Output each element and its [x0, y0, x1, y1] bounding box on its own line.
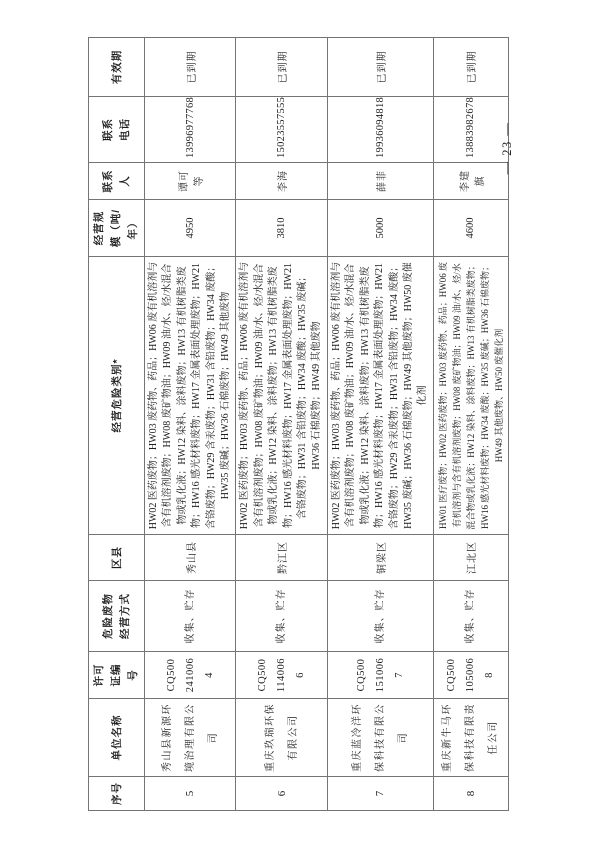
col-header-phone [89, 97, 145, 163]
col-header-phone-label: 联系电话 [101, 118, 131, 142]
cell-scale: 5000 [327, 200, 433, 257]
col-header-company [89, 699, 145, 777]
cell-operation-mode: 收集、贮存 [236, 581, 327, 652]
col-header-scale-label: 经营规模（吨/年） [93, 208, 139, 248]
cell-scale: 4600 [433, 200, 508, 257]
col-header-contact-label: 联系人 [101, 169, 131, 193]
cell-contact-phone: 15023557555 [236, 97, 327, 163]
col-header-license-label: 许可证编号 [93, 663, 139, 687]
cell-contact-person: 李海 [236, 163, 327, 200]
cell-validity: 已到期 [327, 38, 433, 97]
col-header-categories [89, 257, 145, 535]
col-header-operation-mode [89, 581, 145, 652]
cell-waste-categories: HW01 医疗废物；HW02 医药废物；HW03 废药物、药品；HW06 废有机溶剂与含有机溶剂废物；HW08 废矿物油；HW09 油/水、烃/水混合物或乳化液；HW12 染料、涂料废物；HW13 有机树脂类废物；HW16 感光材料废物；HW34 废酸；HW35 废碱；HW36 石棉废物；HW49 其他废物、HW50 废催化剂 [433, 257, 508, 535]
cell-company-name: 重庆蓝冷洋环保科技有限公司 [327, 699, 433, 777]
page-number: — 23 — [500, 121, 514, 175]
header-row [89, 38, 145, 811]
cell-district: 江北区 [433, 535, 508, 581]
cell-contact-phone: 13996977768 [145, 97, 236, 163]
cell-scale: 3810 [236, 200, 327, 257]
cell-license-number: CQ5001140066 [236, 652, 327, 699]
cell-district: 秀山县 [145, 535, 236, 581]
table-row [236, 38, 327, 811]
cell-license-number: CQ5001050068 [433, 652, 508, 699]
cell-scale: 4950 [145, 200, 236, 257]
cell-district: 铜梁区 [327, 535, 433, 581]
col-header-scale [89, 200, 145, 257]
cell-waste-categories: HW02 医药废物；HW03 废药物、药品；HW06 废有机溶剂与含有机溶剂废物；HW08 废矿物油；HW09 油/水、烃/水混合物或乳化液；HW12 染料、涂料废物；HW13 有机树脂类废物；HW16 感光材料废物；HW17 金属表面处理废物；HW21 含铬废物；HW31 含铅废物；HW34 废酸；HW35 废碱；HW36 石棉废物；HW49 其他废物 [236, 257, 327, 535]
col-header-validity-label: 有效期 [111, 49, 123, 85]
col-header-validity [89, 38, 145, 97]
cell-company-name: 重庆新牛马环保科技有限责任公司 [433, 699, 508, 777]
cell-serial-number: 7 [327, 777, 433, 811]
cell-contact-person: 薛菲 [327, 163, 433, 200]
col-header-seq [89, 777, 145, 811]
table-row [327, 38, 433, 811]
cell-serial-number: 5 [145, 777, 236, 811]
cell-operation-mode: 收集、贮存 [433, 581, 508, 652]
cell-serial-number: 8 [433, 777, 508, 811]
cell-contact-phone: 13883982678 [433, 97, 508, 163]
cell-waste-categories: HW02 医药废物；HW03 废药物、药品；HW06 废有机溶剂与含有机溶剂废物；HW08 废矿物油；HW09 油/水、烃/水混合物或乳化液；HW12 染料、涂料废物；HW13 有机树脂类废物；HW16 感光材料废物；HW17 金属表面处理废物；HW21 含铬废物；HW29 含汞废物；HW31 含铅废物；HW34 废酸；HW35 废碱；HW36 石棉废物；HW49 其他废物；HW50 废催化剂 [327, 257, 433, 535]
col-header-operation-mode-label: 危险废物经营方式 [101, 593, 131, 640]
license-registry-table [88, 37, 509, 811]
col-header-contact [89, 163, 145, 200]
cell-validity: 已到期 [236, 38, 327, 97]
cell-company-name: 秀山县新源环境治理有限公司 [145, 699, 236, 777]
col-header-company-label: 单位名称 [111, 714, 123, 761]
col-header-district-label: 区县 [111, 546, 123, 569]
cell-operation-mode: 收集、贮存 [327, 581, 433, 652]
table-row [145, 38, 236, 811]
cell-waste-categories: HW02 医药废物；HW03 废药物、药品；HW06 废有机溶剂与含有机溶剂废物；HW08 废矿物油；HW09 油/水、烃/水混合物或乳化液；HW12 染料、涂料废物；HW13 有机树脂类废物；HW16 感光材料废物；HW17 金属表面处理废物；HW21 含铬废物；HW29 含汞废物；HW31 含铅废物；HW34 废酸；HW35 废碱；HW36 石棉废物；HW49 其他废物 [145, 257, 236, 535]
cell-operation-mode: 收集、贮存 [145, 581, 236, 652]
cell-company-name: 重庆玖瑞环保有限公司 [236, 699, 327, 777]
cell-contact-person: 李建旗 [433, 163, 508, 200]
cell-district: 黔江区 [236, 535, 327, 581]
cell-validity: 已到期 [145, 38, 236, 97]
cell-license-number: CQ5002410064 [145, 652, 236, 699]
col-header-categories-label: 经营危险类别* [111, 358, 123, 433]
cell-license-number: CQ5001510067 [327, 652, 433, 699]
cell-contact-person: 谭可等 [145, 163, 236, 200]
cell-contact-phone: 19936094818 [327, 97, 433, 163]
cell-validity: 已到期 [433, 38, 508, 97]
table-row [433, 38, 508, 811]
col-header-seq-label: 序号 [111, 782, 123, 805]
cell-serial-number: 6 [236, 777, 327, 811]
col-header-district [89, 535, 145, 581]
col-header-license [89, 652, 145, 699]
